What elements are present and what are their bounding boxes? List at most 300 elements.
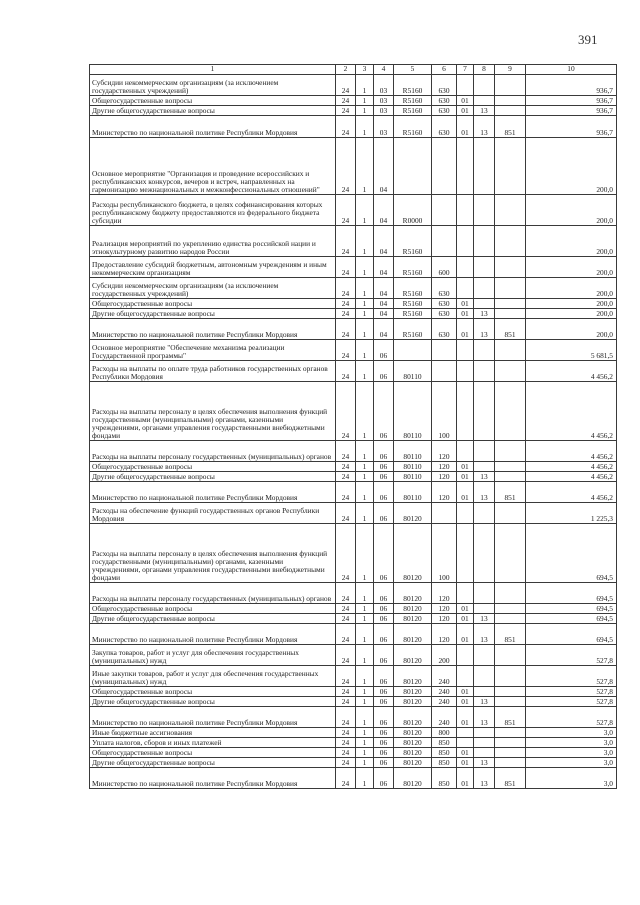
name-cell: Другие общегосударственные вопросы	[90, 472, 336, 482]
ministry-code-cell: 24	[336, 583, 356, 604]
program-cell: 1	[356, 116, 374, 138]
amount-cell: 936,7	[526, 96, 617, 106]
target-code-cell: R5160	[394, 116, 432, 138]
expense-type-cell: 120	[432, 462, 457, 472]
program-cell: 1	[356, 645, 374, 666]
target-code-cell: 80120	[394, 583, 432, 604]
name-cell: Расходы на выплаты персоналу государственных (муниципальных) органов	[90, 441, 336, 462]
amount-cell: 200,0	[526, 299, 617, 309]
gr-code-cell: 851	[495, 116, 526, 138]
ministry-code-cell: 24	[336, 503, 356, 524]
amount-cell: 527,8	[526, 666, 617, 687]
subprogram-cell: 04	[374, 257, 394, 278]
table-row	[90, 138, 617, 195]
gr-code-cell	[495, 96, 526, 106]
ministry-code-cell: 24	[336, 278, 356, 299]
name-cell: Расходы республиканского бюджета, в целях софинансирования которых республиканскому бюджету предоставляются из федерального бюджета субсидии	[90, 195, 336, 226]
subprogram-cell: 06	[374, 645, 394, 666]
section-cell: 01	[457, 299, 474, 309]
gr-code-cell	[495, 524, 526, 583]
name-cell: Другие общегосударственные вопросы	[90, 758, 336, 768]
amount-cell: 3,0	[526, 768, 617, 789]
subsection-cell	[474, 687, 495, 697]
target-code-cell: 80120	[394, 614, 432, 624]
table-row	[90, 645, 617, 666]
amount-cell: 200,0	[526, 309, 617, 319]
program-cell: 1	[356, 340, 374, 361]
section-cell	[457, 728, 474, 738]
amount-cell: 200,0	[526, 257, 617, 278]
ministry-code-cell: 24	[336, 758, 356, 768]
ministry-code-cell: 24	[336, 138, 356, 195]
table-row	[90, 195, 617, 226]
subprogram-cell: 04	[374, 195, 394, 226]
subsection-cell	[474, 645, 495, 666]
name-cell: Основное мероприятие "Обеспечение механизма реализации Государственной программы"	[90, 340, 336, 361]
subprogram-cell: 06	[374, 738, 394, 748]
section-cell	[457, 666, 474, 687]
subprogram-cell: 06	[374, 340, 394, 361]
program-cell: 1	[356, 278, 374, 299]
expense-type-cell: 800	[432, 728, 457, 738]
subprogram-cell: 06	[374, 462, 394, 472]
table-row	[90, 441, 617, 462]
gr-code-cell	[495, 604, 526, 614]
name-cell: Расходы на выплаты персоналу в целях обеспечения выполнения функций государственными (муниципальными) органами, казенными учреждениями, органами управления государственными внебюджетными фондами	[90, 524, 336, 583]
amount-cell: 694,5	[526, 614, 617, 624]
ministry-code-cell: 24	[336, 697, 356, 707]
amount-cell: 5 681,5	[526, 340, 617, 361]
target-code-cell: R5160	[394, 96, 432, 106]
gr-code-cell	[495, 226, 526, 257]
name-cell: Общегосударственные вопросы	[90, 687, 336, 697]
subsection-cell	[474, 666, 495, 687]
subsection-cell	[474, 524, 495, 583]
subsection-cell: 13	[474, 768, 495, 789]
target-code-cell: R5160	[394, 309, 432, 319]
subprogram-cell: 06	[374, 441, 394, 462]
program-cell: 1	[356, 604, 374, 614]
subprogram-cell: 06	[374, 382, 394, 441]
name-cell: Расходы на выплаты по оплате труда работников государственных органов Республики Мордовия	[90, 361, 336, 382]
program-cell: 1	[356, 583, 374, 604]
program-cell: 1	[356, 382, 374, 441]
gr-code-cell	[495, 666, 526, 687]
expense-type-cell: 240	[432, 697, 457, 707]
table-row	[90, 604, 617, 614]
gr-code-cell	[495, 257, 526, 278]
target-code-cell: 80120	[394, 687, 432, 697]
expense-type-cell: 100	[432, 382, 457, 441]
subprogram-cell: 06	[374, 748, 394, 758]
program-cell: 1	[356, 138, 374, 195]
section-cell	[457, 503, 474, 524]
table-row	[90, 707, 617, 728]
gr-code-cell	[495, 614, 526, 624]
expense-type-cell: 600	[432, 257, 457, 278]
table-row	[90, 614, 617, 624]
section-cell: 01	[457, 707, 474, 728]
subsection-cell	[474, 96, 495, 106]
ministry-code-cell: 24	[336, 645, 356, 666]
subsection-cell	[474, 278, 495, 299]
name-cell: Министерство по национальной политике Республики Мордовия	[90, 768, 336, 789]
gr-code-cell: 851	[495, 624, 526, 645]
name-cell: Предоставление субсидий бюджетным, автономным учреждениям и иным некоммерческим организациям	[90, 257, 336, 278]
subsection-cell: 13	[474, 614, 495, 624]
name-cell: Основное мероприятие "Организация и проведение всероссийских и республиканских конкурсов, вечеров и встреч, направленных на гармонизацию межнациональных и межконфессиональных отношений"	[90, 138, 336, 195]
table-row	[90, 309, 617, 319]
gr-code-cell	[495, 361, 526, 382]
subsection-cell	[474, 361, 495, 382]
ministry-code-cell: 24	[336, 106, 356, 116]
section-cell: 01	[457, 96, 474, 106]
program-cell: 1	[356, 106, 374, 116]
subprogram-cell: 06	[374, 614, 394, 624]
ministry-code-cell: 24	[336, 319, 356, 340]
budget-table	[89, 64, 617, 789]
section-cell: 01	[457, 116, 474, 138]
table-row	[90, 697, 617, 707]
ministry-code-cell: 24	[336, 257, 356, 278]
section-cell: 01	[457, 604, 474, 614]
section-cell	[457, 257, 474, 278]
amount-cell: 200,0	[526, 278, 617, 299]
amount-cell: 4 456,2	[526, 361, 617, 382]
subprogram-cell: 03	[374, 116, 394, 138]
table-body	[90, 65, 617, 789]
program-cell: 1	[356, 482, 374, 503]
ministry-code-cell: 24	[336, 226, 356, 257]
section-cell	[457, 441, 474, 462]
section-cell	[457, 226, 474, 257]
expense-type-cell	[432, 361, 457, 382]
target-code-cell: 80120	[394, 645, 432, 666]
section-cell	[457, 138, 474, 195]
expense-type-cell: 850	[432, 748, 457, 758]
section-cell: 01	[457, 768, 474, 789]
table-row	[90, 278, 617, 299]
section-cell: 01	[457, 472, 474, 482]
expense-type-cell: 100	[432, 524, 457, 583]
subsection-cell: 13	[474, 472, 495, 482]
gr-code-cell	[495, 382, 526, 441]
table-row	[90, 728, 617, 738]
expense-type-cell: 630	[432, 299, 457, 309]
expense-type-cell: 240	[432, 687, 457, 697]
ministry-code-cell: 24	[336, 666, 356, 687]
section-cell	[457, 278, 474, 299]
program-cell: 1	[356, 472, 374, 482]
expense-type-cell: 630	[432, 96, 457, 106]
amount-cell: 4 456,2	[526, 472, 617, 482]
amount-cell: 3,0	[526, 738, 617, 748]
ministry-code-cell: 24	[336, 614, 356, 624]
expense-type-cell: 120	[432, 614, 457, 624]
section-cell: 01	[457, 462, 474, 472]
expense-type-cell: 630	[432, 106, 457, 116]
subsection-cell	[474, 340, 495, 361]
expense-type-cell	[432, 138, 457, 195]
section-cell: 01	[457, 319, 474, 340]
program-cell: 1	[356, 728, 374, 738]
program-cell: 1	[356, 748, 374, 758]
name-cell: Другие общегосударственные вопросы	[90, 309, 336, 319]
header-cell: 1	[90, 65, 336, 75]
table-row	[90, 524, 617, 583]
ministry-code-cell: 24	[336, 116, 356, 138]
name-cell: Закупка товаров, работ и услуг для обеспечения государственных (муниципальных) нужд	[90, 645, 336, 666]
gr-code-cell	[495, 472, 526, 482]
table-row	[90, 482, 617, 503]
target-code-cell: 80120	[394, 738, 432, 748]
table-row	[90, 687, 617, 697]
subprogram-cell: 03	[374, 96, 394, 106]
subprogram-cell: 03	[374, 75, 394, 96]
header-cell: 10	[526, 65, 617, 75]
program-cell: 1	[356, 226, 374, 257]
expense-type-cell: 630	[432, 116, 457, 138]
gr-code-cell: 851	[495, 482, 526, 503]
program-cell: 1	[356, 758, 374, 768]
gr-code-cell	[495, 503, 526, 524]
expense-type-cell: 120	[432, 472, 457, 482]
name-cell: Расходы на обеспечение функций государственных органов Республики Мордовия	[90, 503, 336, 524]
header-cell: 9	[495, 65, 526, 75]
name-cell: Другие общегосударственные вопросы	[90, 106, 336, 116]
gr-code-cell	[495, 758, 526, 768]
gr-code-cell	[495, 75, 526, 96]
name-cell: Министерство по национальной политике Республики Мордовия	[90, 116, 336, 138]
section-cell: 01	[457, 624, 474, 645]
ministry-code-cell: 24	[336, 687, 356, 697]
target-code-cell: 80120	[394, 503, 432, 524]
gr-code-cell: 851	[495, 768, 526, 789]
program-cell: 1	[356, 462, 374, 472]
table-row	[90, 319, 617, 340]
table-row	[90, 96, 617, 106]
name-cell: Министерство по национальной политике Республики Мордовия	[90, 482, 336, 503]
subsection-cell	[474, 382, 495, 441]
subprogram-cell: 04	[374, 138, 394, 195]
section-cell	[457, 524, 474, 583]
section-cell: 01	[457, 614, 474, 624]
ministry-code-cell: 24	[336, 195, 356, 226]
subprogram-cell: 06	[374, 687, 394, 697]
table-row	[90, 738, 617, 748]
subsection-cell: 13	[474, 624, 495, 645]
expense-type-cell: 120	[432, 583, 457, 604]
amount-cell: 200,0	[526, 138, 617, 195]
gr-code-cell	[495, 748, 526, 758]
target-code-cell: 80120	[394, 666, 432, 687]
table-header-row	[90, 65, 617, 75]
ministry-code-cell: 24	[336, 96, 356, 106]
target-code-cell: R5160	[394, 278, 432, 299]
section-cell	[457, 738, 474, 748]
table-row	[90, 257, 617, 278]
subprogram-cell: 06	[374, 604, 394, 614]
amount-cell: 4 456,2	[526, 441, 617, 462]
subsection-cell: 13	[474, 116, 495, 138]
program-cell: 1	[356, 624, 374, 645]
ministry-code-cell: 24	[336, 624, 356, 645]
name-cell: Общегосударственные вопросы	[90, 748, 336, 758]
target-code-cell: 80120	[394, 758, 432, 768]
amount-cell: 527,8	[526, 645, 617, 666]
table-row	[90, 624, 617, 645]
name-cell: Субсидии некоммерческим организациям (за исключением государственных учреждений)	[90, 75, 336, 96]
header-cell: 4	[374, 65, 394, 75]
name-cell: Расходы на выплаты персоналу государственных (муниципальных) органов	[90, 583, 336, 604]
expense-type-cell: 630	[432, 75, 457, 96]
subsection-cell	[474, 462, 495, 472]
amount-cell: 3,0	[526, 748, 617, 758]
target-code-cell: 80110	[394, 382, 432, 441]
target-code-cell: 80110	[394, 441, 432, 462]
expense-type-cell: 120	[432, 604, 457, 614]
section-cell: 01	[457, 309, 474, 319]
gr-code-cell	[495, 195, 526, 226]
ministry-code-cell: 24	[336, 75, 356, 96]
amount-cell: 4 456,2	[526, 462, 617, 472]
amount-cell: 200,0	[526, 195, 617, 226]
program-cell: 1	[356, 361, 374, 382]
table-row	[90, 748, 617, 758]
subprogram-cell: 06	[374, 503, 394, 524]
gr-code-cell	[495, 106, 526, 116]
program-cell: 1	[356, 614, 374, 624]
gr-code-cell	[495, 738, 526, 748]
section-cell	[457, 382, 474, 441]
subprogram-cell: 06	[374, 472, 394, 482]
amount-cell: 527,8	[526, 697, 617, 707]
table-row	[90, 583, 617, 604]
subsection-cell	[474, 738, 495, 748]
program-cell: 1	[356, 441, 374, 462]
program-cell: 1	[356, 687, 374, 697]
program-cell: 1	[356, 309, 374, 319]
amount-cell: 527,8	[526, 687, 617, 697]
expense-type-cell: 120	[432, 482, 457, 503]
table-row	[90, 340, 617, 361]
header-cell: 6	[432, 65, 457, 75]
amount-cell: 200,0	[526, 226, 617, 257]
gr-code-cell: 851	[495, 707, 526, 728]
amount-cell: 527,8	[526, 707, 617, 728]
subsection-cell: 13	[474, 482, 495, 503]
name-cell: Общегосударственные вопросы	[90, 462, 336, 472]
header-cell: 5	[394, 65, 432, 75]
subprogram-cell: 06	[374, 524, 394, 583]
subsection-cell	[474, 299, 495, 309]
target-code-cell: 80120	[394, 524, 432, 583]
section-cell: 01	[457, 106, 474, 116]
table-row	[90, 666, 617, 687]
ministry-code-cell: 24	[336, 748, 356, 758]
subprogram-cell: 06	[374, 697, 394, 707]
amount-cell: 1 225,3	[526, 503, 617, 524]
amount-cell: 200,0	[526, 319, 617, 340]
target-code-cell: 80110	[394, 482, 432, 503]
section-cell	[457, 645, 474, 666]
ministry-code-cell: 24	[336, 441, 356, 462]
ministry-code-cell: 24	[336, 472, 356, 482]
target-code-cell: 80120	[394, 697, 432, 707]
table-row	[90, 226, 617, 257]
subprogram-cell: 06	[374, 666, 394, 687]
subprogram-cell: 06	[374, 361, 394, 382]
table-row	[90, 116, 617, 138]
gr-code-cell	[495, 309, 526, 319]
expense-type-cell	[432, 226, 457, 257]
program-cell: 1	[356, 195, 374, 226]
subsection-cell: 13	[474, 707, 495, 728]
gr-code-cell	[495, 687, 526, 697]
name-cell: Иные закупки товаров, работ и услуг для обеспечения государственных (муниципальных) нужд	[90, 666, 336, 687]
section-cell: 01	[457, 697, 474, 707]
ministry-code-cell: 24	[336, 524, 356, 583]
subprogram-cell: 04	[374, 278, 394, 299]
subsection-cell	[474, 257, 495, 278]
gr-code-cell	[495, 583, 526, 604]
program-cell: 1	[356, 96, 374, 106]
target-code-cell: R5160	[394, 257, 432, 278]
target-code-cell: R5160	[394, 299, 432, 309]
table-row	[90, 106, 617, 116]
subprogram-cell: 03	[374, 106, 394, 116]
ministry-code-cell: 24	[336, 482, 356, 503]
ministry-code-cell: 24	[336, 604, 356, 614]
table-row	[90, 758, 617, 768]
target-code-cell: 80120	[394, 768, 432, 789]
header-cell: 8	[474, 65, 495, 75]
target-code-cell: R5160	[394, 319, 432, 340]
section-cell	[457, 583, 474, 604]
expense-type-cell	[432, 503, 457, 524]
section-cell	[457, 340, 474, 361]
name-cell: Общегосударственные вопросы	[90, 299, 336, 309]
subsection-cell	[474, 728, 495, 738]
gr-code-cell	[495, 728, 526, 738]
amount-cell: 694,5	[526, 583, 617, 604]
table-row	[90, 503, 617, 524]
name-cell: Иные бюджетные ассигнования	[90, 728, 336, 738]
amount-cell: 4 456,2	[526, 482, 617, 503]
gr-code-cell: 851	[495, 319, 526, 340]
subprogram-cell: 06	[374, 758, 394, 768]
subprogram-cell: 06	[374, 624, 394, 645]
name-cell: Министерство по национальной политике Республики Мордовия	[90, 319, 336, 340]
target-code-cell: 80110	[394, 361, 432, 382]
ministry-code-cell: 24	[336, 707, 356, 728]
target-code-cell: R0000	[394, 195, 432, 226]
expense-type-cell: 120	[432, 441, 457, 462]
expense-type-cell: 630	[432, 278, 457, 299]
amount-cell: 936,7	[526, 106, 617, 116]
expense-type-cell	[432, 340, 457, 361]
gr-code-cell	[495, 299, 526, 309]
expense-type-cell: 240	[432, 707, 457, 728]
expense-type-cell	[432, 195, 457, 226]
table-row	[90, 75, 617, 96]
name-cell: Общегосударственные вопросы	[90, 96, 336, 106]
program-cell: 1	[356, 257, 374, 278]
target-code-cell: 80120	[394, 707, 432, 728]
program-cell: 1	[356, 768, 374, 789]
subsection-cell	[474, 604, 495, 614]
name-cell: Реализация мероприятий по укреплению единства российской нации и этнокультурному развитию народов России	[90, 226, 336, 257]
